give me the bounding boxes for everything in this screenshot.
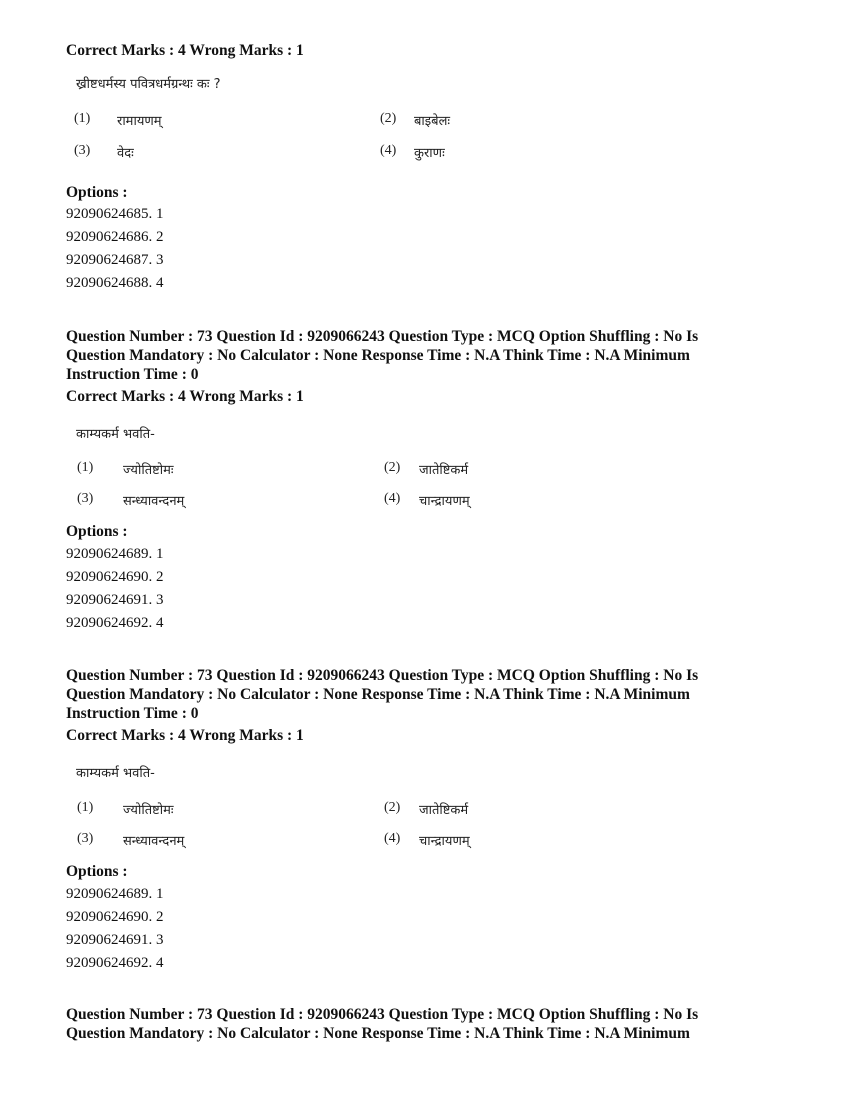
marks-line: Correct Marks : 4 Wrong Marks : 1: [66, 42, 304, 59]
choice-text: चान्द्रायणम्: [419, 494, 470, 509]
choice-text: वेदः: [117, 146, 134, 161]
marks-line: Correct Marks : 4 Wrong Marks : 1: [66, 388, 304, 405]
meta-line: Question Number : 73 Question Id : 9209066243 Question Type : MCQ Option Shuffling : No Is: [66, 1006, 699, 1023]
choice-text: ज्योतिष्टोमः: [123, 803, 174, 818]
choice-number: (3): [77, 491, 94, 506]
option-line: 92090624688. 4: [66, 275, 164, 291]
meta-line: Instruction Time : 0: [66, 366, 199, 383]
options-label: Options :: [66, 523, 128, 540]
option-line: 92090624687. 3: [66, 252, 164, 268]
option-line: 92090624692. 4: [66, 955, 164, 971]
question-meta: [66, 1005, 766, 1043]
choice-text: जातेष्टिकर्म: [419, 463, 469, 478]
option-line: 92090624686. 2: [66, 229, 164, 245]
option-line: 92090624690. 2: [66, 569, 164, 585]
choice-number: (1): [74, 111, 91, 126]
choice-number: (3): [77, 831, 94, 846]
option-line: 92090624689. 1: [66, 886, 164, 902]
option-line: 92090624691. 3: [66, 932, 164, 948]
choice-text: रामायणम्: [117, 114, 162, 129]
question-text: काम्यकर्म भवति-: [76, 766, 155, 781]
meta-line: Question Mandatory : No Calculator : None Response Time : N.A Think Time : N.A Minimum: [66, 686, 690, 703]
choice-text: सन्ध्यावन्दनम्: [123, 834, 185, 849]
meta-line: Instruction Time : 0: [66, 705, 199, 722]
meta-line: Question Mandatory : No Calculator : None Response Time : N.A Think Time : N.A Minimum: [66, 347, 690, 364]
choice-number: (1): [77, 800, 94, 815]
option-line: 92090624689. 1: [66, 546, 164, 562]
choice-number: (4): [384, 491, 401, 506]
choice-text: जातेष्टिकर्म: [419, 803, 469, 818]
choice-text: बाइबेलः: [414, 114, 451, 129]
choice-text: ज्योतिष्टोमः: [123, 463, 174, 478]
choice-number: (4): [380, 143, 397, 158]
question-text: काम्यकर्म भवति-: [76, 427, 155, 442]
choice-number: (4): [384, 831, 401, 846]
choice-number: (2): [384, 800, 401, 815]
choice-number: (1): [77, 460, 94, 475]
marks-line: Correct Marks : 4 Wrong Marks : 1: [66, 727, 304, 744]
options-label: Options :: [66, 863, 128, 880]
question-meta: [66, 327, 766, 384]
question-text: ख्रीष्टधर्मस्य पवित्रधर्मग्रन्थः कः ?: [76, 77, 221, 92]
choice-number: (2): [384, 460, 401, 475]
option-line: 92090624692. 4: [66, 615, 164, 631]
options-label: Options :: [66, 184, 128, 201]
choice-text: चान्द्रायणम्: [419, 834, 470, 849]
question-meta: [66, 666, 766, 723]
option-line: 92090624690. 2: [66, 909, 164, 925]
meta-line: Question Number : 73 Question Id : 9209066243 Question Type : MCQ Option Shuffling : No Is: [66, 328, 699, 345]
meta-line: Question Number : 73 Question Id : 9209066243 Question Type : MCQ Option Shuffling : No Is: [66, 667, 699, 684]
option-line: 92090624685. 1: [66, 206, 164, 222]
choice-text: सन्ध्यावन्दनम्: [123, 494, 185, 509]
choice-number: (3): [74, 143, 91, 158]
choice-text: कुराणः: [414, 146, 445, 161]
meta-line: Question Mandatory : No Calculator : None Response Time : N.A Think Time : N.A Minimum: [66, 1025, 690, 1042]
choice-number: (2): [380, 111, 397, 126]
option-line: 92090624691. 3: [66, 592, 164, 608]
